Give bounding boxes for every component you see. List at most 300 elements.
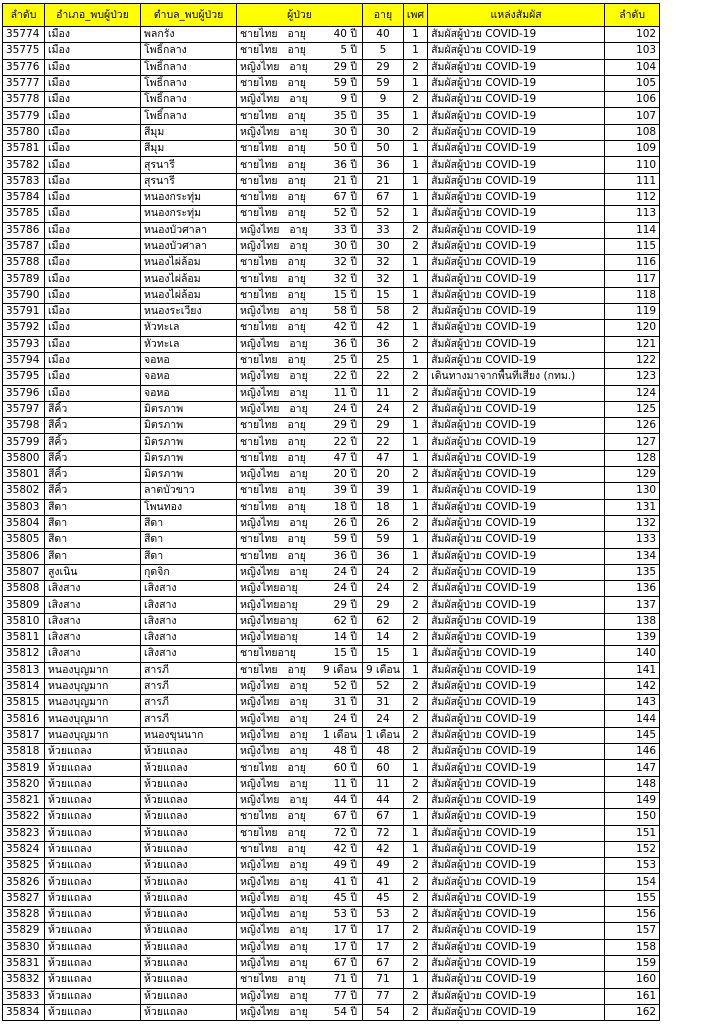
cell-patient (237, 988, 363, 1004)
cell-subdistrict: ห้วยแถลง (141, 776, 237, 792)
cell-age: 18 (363, 499, 404, 515)
patient-age-text: 29 ปี (333, 60, 357, 73)
cell-district: เสิงสาง (45, 629, 141, 645)
cell-age: 29 (363, 59, 404, 75)
cell-patient (237, 613, 363, 629)
cell-age: 67 (363, 955, 404, 971)
table-row (3, 564, 660, 580)
header-patient: ผู้ป่วย (237, 4, 363, 27)
cell-age: 36 (363, 548, 404, 564)
cell-age: 47 (363, 450, 404, 466)
cell-age: 5 (363, 43, 404, 59)
cell-no: 146 (605, 744, 660, 760)
header-subdistrict: ตำบล_พบผู้ป่วย (141, 4, 237, 27)
cell-no: 129 (605, 467, 660, 483)
cell-source: สัมผัสผู้ป่วย COVID-19 (428, 124, 605, 140)
cell-patient (237, 809, 363, 825)
cell-district: เมือง (45, 59, 141, 75)
cell-age: 11 (363, 776, 404, 792)
table-row (3, 581, 660, 597)
patient-age-text: 48 ปี (333, 745, 357, 758)
cell-source: สัมผัสผู้ป่วย COVID-19 (428, 841, 605, 857)
cell-age: 52 (363, 206, 404, 222)
patient-desc (240, 875, 359, 890)
patient-age-text: 24 ปี (333, 712, 357, 725)
patient-label: หญิงไทย อายุ (240, 745, 308, 758)
cell-age: 67 (363, 809, 404, 825)
cell-id: 35812 (3, 646, 45, 662)
table-row (3, 907, 660, 923)
cell-age: 42 (363, 320, 404, 336)
cell-subdistrict: โพนทอง (141, 499, 237, 515)
patient-label: หญิงไทย อายุ (240, 777, 308, 790)
cell-patient (237, 222, 363, 238)
cell-source: สัมผัสผู้ป่วย COVID-19 (428, 304, 605, 320)
cell-source: สัมผัสผู้ป่วย COVID-19 (428, 59, 605, 75)
cell-sex: 1 (403, 43, 427, 59)
cell-sex: 2 (403, 776, 427, 792)
patient-age-text: 67 ปี (333, 191, 357, 204)
cell-patient (237, 304, 363, 320)
patient-label: หญิงไทย อายุ (240, 240, 308, 252)
cell-source: สัมผัสผู้ป่วย COVID-19 (428, 27, 605, 43)
patient-label: ชายไทย อายุ (240, 158, 306, 171)
cell-age: 24 (363, 564, 404, 580)
patient-desc (240, 891, 359, 906)
cell-sex: 1 (403, 499, 427, 515)
cell-district: เมือง (45, 43, 141, 59)
cell-source: สัมผัสผู้ป่วย COVID-19 (428, 613, 605, 629)
cell-patient (237, 141, 363, 157)
cell-age: 32 (363, 271, 404, 287)
cell-patient (237, 352, 363, 368)
cell-patient (237, 43, 363, 59)
table-row (3, 629, 660, 645)
cell-subdistrict: ห้วยแถลง (141, 923, 237, 939)
cell-no: 116 (605, 255, 660, 271)
table-row (3, 401, 660, 417)
cell-no: 125 (605, 401, 660, 417)
patient-label: หญิงไทยอายุ (240, 631, 298, 644)
patient-desc (240, 320, 359, 335)
cell-age: 30 (363, 124, 404, 140)
cell-district: เมือง (45, 173, 141, 189)
cell-sex: 1 (403, 760, 427, 776)
cell-age: 24 (363, 711, 404, 727)
patient-desc (240, 565, 359, 580)
cell-subdistrict: หนองกระทุ่ม (141, 206, 237, 222)
cell-patient (237, 467, 363, 483)
cell-age: 59 (363, 75, 404, 91)
cell-id: 35776 (3, 59, 45, 75)
cell-district: ห้วยแถลง (45, 939, 141, 955)
cell-sex: 2 (403, 124, 427, 140)
cell-sex: 1 (403, 189, 427, 205)
cell-patient (237, 173, 363, 189)
cell-no: 117 (605, 271, 660, 287)
cell-id: 35785 (3, 206, 45, 222)
patient-label: ชายไทย อายุ (240, 354, 306, 367)
patient-desc (240, 418, 359, 433)
patient-desc (240, 353, 359, 368)
patient-label: หญิงไทย อายุ (240, 728, 308, 741)
cell-sex: 2 (403, 385, 427, 401)
cell-id: 35833 (3, 988, 45, 1004)
cell-no: 160 (605, 972, 660, 988)
cell-patient (237, 907, 363, 923)
cell-sex: 2 (403, 92, 427, 108)
cell-subdistrict: ห้วยแถลง (141, 760, 237, 776)
cell-no: 122 (605, 352, 660, 368)
cell-district: เมือง (45, 320, 141, 336)
cell-no: 128 (605, 450, 660, 466)
table-row (3, 304, 660, 320)
cell-id: 35781 (3, 141, 45, 157)
cell-id: 35774 (3, 27, 45, 43)
cell-patient (237, 646, 363, 662)
cell-age: 67 (363, 189, 404, 205)
cell-age: 24 (363, 401, 404, 417)
table-row (3, 548, 660, 564)
cell-district: เมือง (45, 75, 141, 91)
cell-age: 20 (363, 467, 404, 483)
patient-desc (240, 483, 359, 498)
cell-subdistrict: หนองระเวียง (141, 304, 237, 320)
cell-patient (237, 189, 363, 205)
patient-label: ชายไทย อายุ (240, 207, 306, 220)
cell-patient (237, 955, 363, 971)
cell-sex: 2 (403, 1004, 427, 1020)
patient-label: หญิงไทย อายุ (240, 223, 308, 236)
cell-district: เมือง (45, 385, 141, 401)
cell-age: 15 (363, 646, 404, 662)
patient-label: หญิงไทย อายุ (240, 565, 308, 578)
cell-sex: 1 (403, 287, 427, 303)
patient-age-text: 9 เดือน (323, 663, 357, 676)
cell-sex: 2 (403, 515, 427, 531)
cell-subdistrict: ห้วยแถลง (141, 809, 237, 825)
case-table (2, 3, 660, 1021)
patient-age-text: 24 ปี (333, 402, 357, 415)
patient-desc (240, 989, 359, 1004)
patient-age-text: 22 ปี (333, 370, 357, 383)
cell-subdistrict: จอหอ (141, 352, 237, 368)
cell-source: สัมผัสผู้ป่วย COVID-19 (428, 809, 605, 825)
table-row (3, 825, 660, 841)
cell-patient (237, 271, 363, 287)
cell-no: 104 (605, 59, 660, 75)
cell-district: เมือง (45, 222, 141, 238)
cell-subdistrict: สีดา (141, 515, 237, 531)
cell-sex: 1 (403, 206, 427, 222)
patient-age-text: 40 ปี (333, 28, 357, 41)
table-body (3, 27, 660, 1021)
patient-desc (240, 451, 359, 466)
cell-patient (237, 434, 363, 450)
cell-patient (237, 124, 363, 140)
patient-desc (240, 239, 359, 254)
cell-subdistrict: หนองกระทุ่ม (141, 189, 237, 205)
cell-age: 15 (363, 287, 404, 303)
cell-patient (237, 923, 363, 939)
patient-age-text: 9 ปี (340, 93, 357, 106)
cell-no: 138 (605, 613, 660, 629)
cell-district: ห้วยแถลง (45, 841, 141, 857)
cell-no: 154 (605, 874, 660, 890)
cell-source: สัมผัสผู้ป่วย COVID-19 (428, 907, 605, 923)
cell-source: สัมผัสผู้ป่วย COVID-19 (428, 418, 605, 434)
cell-subdistrict: ห้วยแถลง (141, 792, 237, 808)
patient-label: หญิงไทย อายุ (240, 60, 308, 73)
cell-patient (237, 401, 363, 417)
patient-age-text: 36 ปี (333, 337, 357, 350)
table-row (3, 336, 660, 352)
cell-no: 157 (605, 923, 660, 939)
cell-source: สัมผัสผู้ป่วย COVID-19 (428, 972, 605, 988)
cell-subdistrict: ห้วยแถลง (141, 988, 237, 1004)
patient-desc (240, 304, 359, 319)
cell-age: 17 (363, 939, 404, 955)
cell-no: 142 (605, 678, 660, 694)
patient-label: หญิงไทย อายุ (240, 680, 308, 693)
table-row (3, 108, 660, 124)
cell-sex: 2 (403, 955, 427, 971)
patient-desc (240, 158, 359, 173)
patient-label: ชายไทย อายุ (240, 28, 306, 41)
cell-district: เมือง (45, 352, 141, 368)
cell-patient (237, 320, 363, 336)
patient-desc (240, 1005, 359, 1020)
cell-source: สัมผัสผู้ป่วย COVID-19 (428, 206, 605, 222)
cell-age: 22 (363, 434, 404, 450)
cell-district: ห้วยแถลง (45, 825, 141, 841)
cell-sex: 2 (403, 304, 427, 320)
cell-patient (237, 1004, 363, 1020)
patient-label: ชายไทย อายุ (240, 191, 306, 204)
cell-source: สัมผัสผู้ป่วย COVID-19 (428, 955, 605, 971)
patient-desc (240, 549, 359, 564)
cell-subdistrict: ห้วยแถลง (141, 825, 237, 841)
patient-desc (240, 809, 359, 824)
cell-id: 35799 (3, 434, 45, 450)
patient-desc (240, 255, 359, 270)
header-source: แหล่งสัมผัส (428, 4, 605, 27)
cell-id: 35806 (3, 548, 45, 564)
cell-no: 149 (605, 792, 660, 808)
cell-age: 52 (363, 678, 404, 694)
cell-id: 35800 (3, 450, 45, 466)
patient-age-text: 36 ปี (333, 549, 357, 562)
patient-age-text: 50 ปี (333, 142, 357, 155)
patient-label: ชายไทย อายุ (240, 142, 306, 155)
cell-sex: 1 (403, 320, 427, 336)
cell-district: เมือง (45, 336, 141, 352)
cell-subdistrict: สารภี (141, 711, 237, 727)
patient-desc (240, 27, 359, 42)
patient-age-text: 22 ปี (333, 435, 357, 448)
cell-source: สัมผัสผู้ป่วย COVID-19 (428, 287, 605, 303)
cell-subdistrict: สีดา (141, 548, 237, 564)
cell-no: 156 (605, 907, 660, 923)
cell-patient (237, 678, 363, 694)
cell-sex: 2 (403, 907, 427, 923)
cell-source: สัมผัสผู้ป่วย COVID-19 (428, 173, 605, 189)
cell-subdistrict: มิตรภาพ (141, 434, 237, 450)
cell-age: 54 (363, 1004, 404, 1020)
patient-age-text: 67 ปี (333, 810, 357, 823)
cell-district: เมือง (45, 206, 141, 222)
cell-no: 144 (605, 711, 660, 727)
patient-desc (240, 679, 359, 694)
cell-no: 105 (605, 75, 660, 91)
header-age: อายุ (363, 4, 404, 27)
table-row (3, 352, 660, 368)
cell-age: 29 (363, 418, 404, 434)
cell-patient (237, 418, 363, 434)
table-row (3, 613, 660, 629)
cell-sex: 2 (403, 695, 427, 711)
patient-age-text: 58 ปี (333, 305, 357, 318)
patient-desc (240, 223, 359, 238)
cell-subdistrict: ห้วยแถลง (141, 841, 237, 857)
cell-patient (237, 238, 363, 254)
cell-sex: 2 (403, 858, 427, 874)
patient-label: ชายไทย อายุ (240, 549, 306, 562)
cell-district: ห้วยแถลง (45, 874, 141, 890)
cell-id: 35788 (3, 255, 45, 271)
cell-id: 35815 (3, 695, 45, 711)
cell-no: 115 (605, 238, 660, 254)
cell-district: ห้วยแถลง (45, 988, 141, 1004)
cell-no: 110 (605, 157, 660, 173)
cell-subdistrict: หนองบัวศาลา (141, 238, 237, 254)
cell-subdistrict: มิตรภาพ (141, 450, 237, 466)
cell-age: 39 (363, 483, 404, 499)
patient-label: ชายไทย อายุ (240, 500, 306, 513)
patient-age-text: 15 ปี (333, 647, 357, 660)
cell-age: 49 (363, 858, 404, 874)
cell-patient (237, 564, 363, 580)
cell-source: สัมผัสผู้ป่วย COVID-19 (428, 874, 605, 890)
patient-desc (240, 826, 359, 841)
cell-sex: 2 (403, 581, 427, 597)
table-row (3, 483, 660, 499)
patient-label: ชายไทย อายุ (240, 484, 306, 497)
cell-district: ห้วยแถลง (45, 744, 141, 760)
table-row (3, 532, 660, 548)
cell-subdistrict: หนองบัวศาลา (141, 222, 237, 238)
cell-district: เสิงสาง (45, 597, 141, 613)
cell-district: เมือง (45, 255, 141, 271)
cell-subdistrict: สารภี (141, 662, 237, 678)
patient-age-text: 45 ปี (333, 891, 357, 904)
table-row (3, 450, 660, 466)
table-row (3, 369, 660, 385)
cell-id: 35823 (3, 825, 45, 841)
table-row (3, 955, 660, 971)
cell-source: สัมผัสผู้ป่วย COVID-19 (428, 532, 605, 548)
cell-id: 35778 (3, 92, 45, 108)
cell-id: 35797 (3, 401, 45, 417)
cell-source: สัมผัสผู้ป่วย COVID-19 (428, 515, 605, 531)
cell-id: 35805 (3, 532, 45, 548)
cell-subdistrict: เสิงสาง (141, 629, 237, 645)
cell-sex: 2 (403, 59, 427, 75)
cell-sex: 2 (403, 467, 427, 483)
table-row (3, 972, 660, 988)
cell-sex: 2 (403, 401, 427, 417)
cell-id: 35796 (3, 385, 45, 401)
patient-label: ชายไทย อายุ (240, 451, 306, 464)
cell-district: เมือง (45, 141, 141, 157)
cell-no: 114 (605, 222, 660, 238)
cell-no: 153 (605, 858, 660, 874)
patient-label: หญิงไทย อายุ (240, 468, 308, 481)
cell-source: สัมผัสผู้ป่วย COVID-19 (428, 564, 605, 580)
cell-age: 24 (363, 581, 404, 597)
cell-sex: 1 (403, 841, 427, 857)
patient-age-text: 39 ปี (333, 484, 357, 497)
cell-patient (237, 206, 363, 222)
patient-desc (240, 663, 359, 678)
table-row (3, 1004, 660, 1020)
cell-age: 45 (363, 890, 404, 906)
cell-sex: 2 (403, 564, 427, 580)
cell-age: 31 (363, 695, 404, 711)
patient-age-text: 71 ปี (333, 973, 357, 986)
cell-subdistrict: ห้วยแถลง (141, 972, 237, 988)
cell-district: เมือง (45, 304, 141, 320)
cell-patient (237, 255, 363, 271)
cell-subdistrict: ห้วยแถลง (141, 874, 237, 890)
cell-no: 109 (605, 141, 660, 157)
cell-id: 35820 (3, 776, 45, 792)
patient-label: หญิงไทย อายุ (240, 924, 308, 937)
cell-subdistrict: หนองไผ่ล้อม (141, 287, 237, 303)
table-row (3, 75, 660, 91)
patient-age-text: 20 ปี (333, 468, 357, 481)
cell-no: 112 (605, 189, 660, 205)
cell-patient (237, 744, 363, 760)
cell-patient (237, 75, 363, 91)
patient-desc (240, 744, 359, 759)
cell-sex: 1 (403, 173, 427, 189)
patient-label: หญิงไทยอายุ (240, 614, 298, 627)
cell-id: 35775 (3, 43, 45, 59)
cell-age: 9 (363, 92, 404, 108)
cell-patient (237, 157, 363, 173)
cell-district: เมือง (45, 108, 141, 124)
cell-id: 35789 (3, 271, 45, 287)
cell-patient (237, 760, 363, 776)
cell-sex: 2 (403, 711, 427, 727)
patient-label: ชายไทยอายุ (240, 647, 296, 660)
patient-desc (240, 206, 359, 221)
cell-no: 140 (605, 646, 660, 662)
cell-patient (237, 972, 363, 988)
patient-age-text: 53 ปี (333, 908, 357, 921)
cell-id: 35816 (3, 711, 45, 727)
cell-sex: 2 (403, 939, 427, 955)
cell-district: เสิงสาง (45, 646, 141, 662)
cell-age: 60 (363, 760, 404, 776)
header-sex: เพศ (403, 4, 427, 27)
table-row (3, 434, 660, 450)
patient-label: หญิงไทย อายุ (240, 125, 308, 138)
patient-age-text: 29 ปี (333, 419, 357, 432)
cell-patient (237, 515, 363, 531)
patient-desc (240, 467, 359, 482)
